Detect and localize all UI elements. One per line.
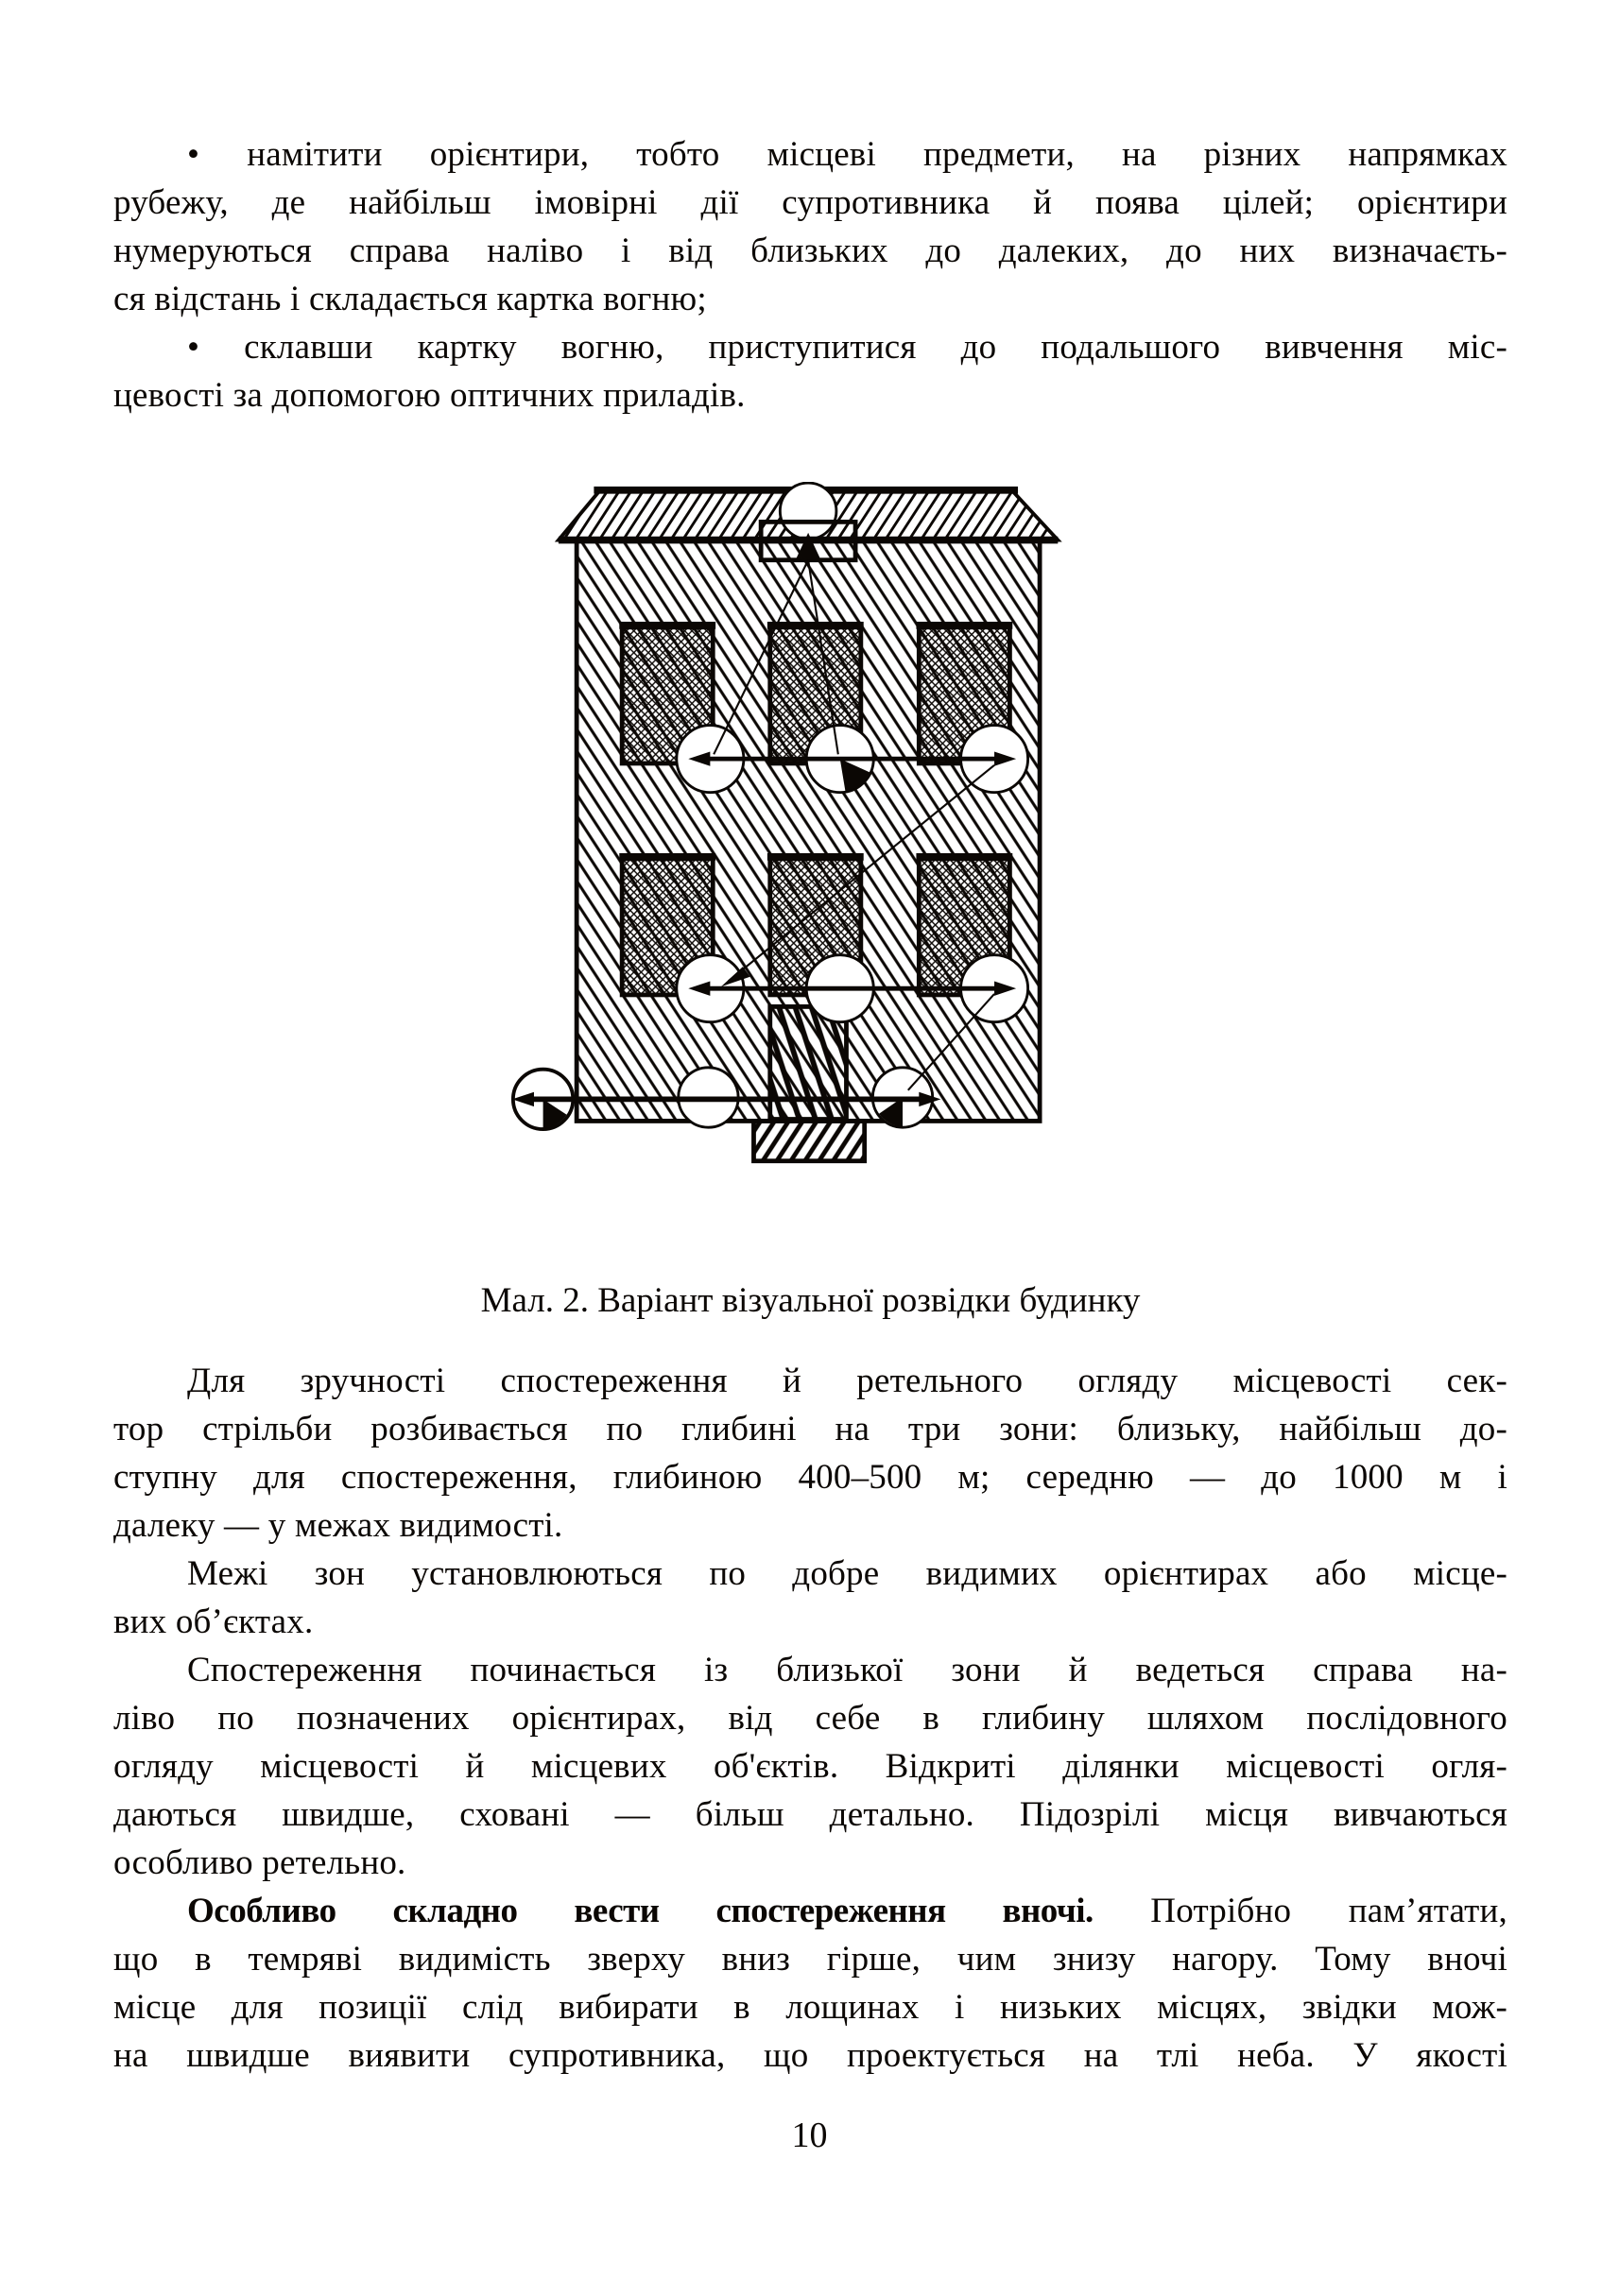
text-line: нумеруються справа наліво і від близьких до далеких, до них визначаєть- <box>113 231 1507 270</box>
text-line: огляду місцевості й місцевих об'єктів. Відкриті ділянки місцевості огля- <box>113 1747 1507 1786</box>
cupola-dome <box>780 483 836 540</box>
paragraph-observation-order <box>113 1646 1507 1887</box>
page-number: 10 <box>791 2116 828 2155</box>
text-line: вих об’єктах. <box>113 1602 314 1641</box>
bold-lead-text: Особливо складно вести спостереження вночі. <box>187 1892 1094 1930</box>
text-line: • намітити орієнтири, тобто місцеві предмети, на різних напрямках <box>187 135 1507 174</box>
text-line: • склавши картку вогню, приступитися до подальшого вивчення міс- <box>187 328 1507 367</box>
text-line <box>113 1887 1507 1935</box>
text-line: ступну для спостереження, глибиною 400–500 м; середню — до 1000 м і <box>113 1458 1507 1497</box>
paragraph-zone-borders <box>113 1550 1507 1646</box>
text-line: на швидше виявити супротивника, що проектується на тлі неба. У якості <box>113 2036 1507 2075</box>
text-line: місце для позиції слід вибирати в лощинах і низьких місцях, звідки мож- <box>113 1988 1507 2027</box>
text-line: далеку — у межах видимості. <box>113 1506 563 1545</box>
text-line: тор стрільби розбивається по глибині на три зони: близьку, найбільш до- <box>113 1410 1507 1448</box>
text-line: Межі зон установлюються по добре видимих орієнтирах або місце- <box>187 1554 1507 1593</box>
text-column <box>113 130 1507 2080</box>
text-segment: Потрібно пам’ятати, <box>1093 1892 1508 1930</box>
text-line: ліво по позначених орієнтирах, від себе в глибину шляхом послідовного <box>113 1699 1507 1738</box>
bullet-paragraph-2 <box>113 323 1507 420</box>
entrance-step <box>753 1121 864 1160</box>
text-line: даються швидше, сховані — більш детально. Підозрілі місця вивчаються <box>113 1795 1507 1834</box>
text-line: Спостереження починається із близької зони й ведеться справа на- <box>187 1651 1507 1689</box>
text-line: рубежу, де найбільш імовірні дії супротивника й поява цілей; орієнтири <box>113 183 1507 222</box>
figure-caption: Мал. 2. Варіант візуальної розвідки будинку <box>480 1281 1141 1320</box>
building-diagram-svg <box>510 482 1111 1226</box>
body-text <box>113 1357 1507 2080</box>
text-line: ся відстань і складається картка вогню; <box>113 280 707 318</box>
text-line: особливо ретельно. <box>113 1843 406 1882</box>
figure-building-diagram <box>113 482 1507 1231</box>
text-line: Для зручності спостереження й ретельного огляду місцевості сек- <box>187 1362 1507 1400</box>
paragraph-zones <box>113 1357 1507 1550</box>
text-line: цевості за допомогою оптичних приладів. <box>113 376 746 415</box>
text-line: що в темряві видимість зверху вниз гірше, чим знизу нагору. Тому вночі <box>113 1940 1507 1979</box>
door <box>769 1006 846 1119</box>
paragraph-night-observation <box>113 1887 1507 2080</box>
bullet-paragraph-1 <box>113 130 1507 323</box>
